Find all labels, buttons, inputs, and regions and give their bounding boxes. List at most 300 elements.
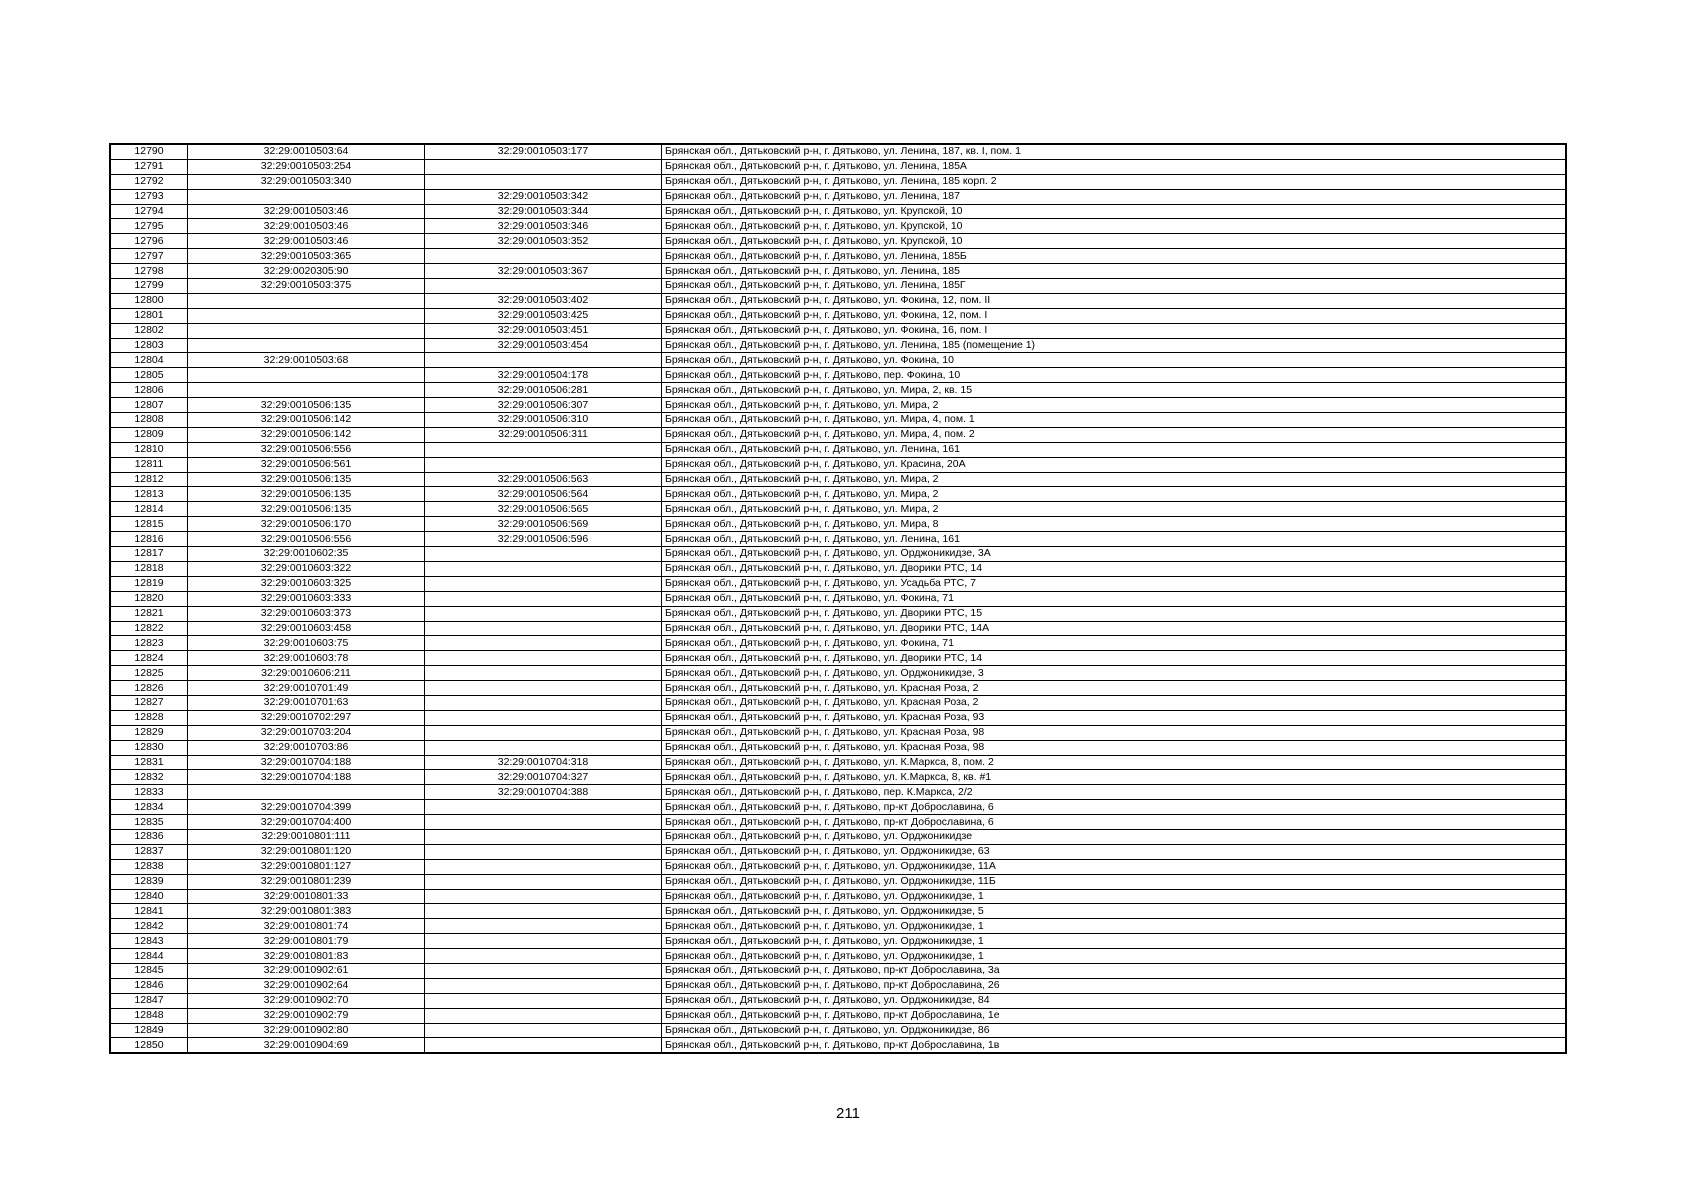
premises-cadastral-number-cell [425,353,662,368]
row-number-cell: 12799 [110,279,188,294]
premises-cadastral-number-cell: 32:29:0010506:596 [425,532,662,547]
premises-cadastral-number-cell [425,829,662,844]
cadastral-number-cell: 32:29:0010503:375 [188,279,425,294]
premises-cadastral-number-cell: 32:29:0010503:346 [425,219,662,234]
address-cell: Брянская обл., Дятьковский р-н, г. Дятьково, ул. Орджоникидзе [662,829,1567,844]
table-row [110,755,1566,770]
premises-cadastral-number-cell [425,919,662,934]
table-row [110,740,1566,755]
address-cell: Брянская обл., Дятьковский р-н, г. Дятьково, ул. Мира, 2 [662,472,1567,487]
address-cell: Брянская обл., Дятьковский р-н, г. Дятьково, пр-кт Доброславина, 1е [662,1008,1567,1023]
row-number-cell: 12795 [110,219,188,234]
premises-cadastral-number-cell [425,457,662,472]
premises-cadastral-number-cell [425,621,662,636]
address-cell: Брянская обл., Дятьковский р-н, г. Дятьково, ул. Красина, 20А [662,457,1567,472]
row-number-cell: 12793 [110,189,188,204]
table-row [110,606,1566,621]
address-cell: Брянская обл., Дятьковский р-н, г. Дятьково, ул. Красная Роза, 98 [662,725,1567,740]
row-number-cell: 12824 [110,651,188,666]
address-cell: Брянская обл., Дятьковский р-н, г. Дятьково, ул. Дворики РТС, 14 [662,561,1567,576]
property-register-table [109,143,1567,1054]
row-number-cell: 12830 [110,740,188,755]
row-number-cell: 12818 [110,561,188,576]
address-cell: Брянская обл., Дятьковский р-н, г. Дятьково, ул. Мира, 2 [662,487,1567,502]
row-number-cell: 12846 [110,978,188,993]
premises-cadastral-number-cell [425,159,662,174]
table-row [110,189,1566,204]
table-row [110,919,1566,934]
address-cell: Брянская обл., Дятьковский р-н, г. Дятьково, ул. Мира, 4, пом. 1 [662,413,1567,428]
address-cell: Брянская обл., Дятьковский р-н, г. Дятьково, ул. Крупской, 10 [662,204,1567,219]
row-number-cell: 12790 [110,144,188,159]
table-row [110,695,1566,710]
address-cell: Брянская обл., Дятьковский р-н, г. Дятьково, ул. Ленина, 185Б [662,249,1567,264]
table-row [110,457,1566,472]
premises-cadastral-number-cell [425,1023,662,1038]
premises-cadastral-number-cell: 32:29:0010704:327 [425,770,662,785]
table-row [110,829,1566,844]
row-number-cell: 12847 [110,993,188,1008]
table-row [110,279,1566,294]
address-cell: Брянская обл., Дятьковский р-н, г. Дятьково, ул. Орджоникидзе, 1 [662,919,1567,934]
address-cell: Брянская обл., Дятьковский р-н, г. Дятьково, ул. Орджоникидзе, 84 [662,993,1567,1008]
table-row [110,874,1566,889]
cadastral-number-cell: 32:29:0010506:142 [188,427,425,442]
table-row [110,785,1566,800]
row-number-cell: 12835 [110,815,188,830]
table-row [110,963,1566,978]
table-row [110,859,1566,874]
row-number-cell: 12810 [110,442,188,457]
premises-cadastral-number-cell [425,442,662,457]
cadastral-number-cell: 32:29:0010602:35 [188,547,425,562]
premises-cadastral-number-cell: 32:29:0010704:318 [425,755,662,770]
cadastral-number-cell: 32:29:0010801:33 [188,889,425,904]
cadastral-number-cell: 32:29:0010503:254 [188,159,425,174]
table-row [110,427,1566,442]
premises-cadastral-number-cell [425,710,662,725]
cadastral-number-cell: 32:29:0010603:373 [188,606,425,621]
cadastral-number-cell: 32:29:0010902:61 [188,963,425,978]
premises-cadastral-number-cell: 32:29:0010503:425 [425,308,662,323]
address-cell: Брянская обл., Дятьковский р-н, г. Дятьково, ул. Орджоникидзе, 11Б [662,874,1567,889]
row-number-cell: 12829 [110,725,188,740]
register-table-body [110,144,1566,1053]
premises-cadastral-number-cell: 32:29:0010503:367 [425,264,662,279]
cadastral-number-cell: 32:29:0010506:561 [188,457,425,472]
address-cell: Брянская обл., Дятьковский р-н, г. Дятьково, ул. Орджоникидзе, 63 [662,844,1567,859]
table-row [110,338,1566,353]
row-number-cell: 12800 [110,293,188,308]
premises-cadastral-number-cell: 32:29:0010704:388 [425,785,662,800]
table-row [110,561,1566,576]
premises-cadastral-number-cell [425,904,662,919]
row-number-cell: 12841 [110,904,188,919]
cadastral-number-cell: 32:29:0010506:135 [188,487,425,502]
row-number-cell: 12823 [110,636,188,651]
cadastral-number-cell: 32:29:0010704:399 [188,800,425,815]
premises-cadastral-number-cell [425,740,662,755]
address-cell: Брянская обл., Дятьковский р-н, г. Дятьково, ул. Орджоникидзе, 1 [662,949,1567,964]
row-number-cell: 12826 [110,681,188,696]
premises-cadastral-number-cell [425,963,662,978]
row-number-cell: 12850 [110,1038,188,1053]
table-row [110,413,1566,428]
row-number-cell: 12833 [110,785,188,800]
row-number-cell: 12796 [110,234,188,249]
table-row [110,800,1566,815]
row-number-cell: 12828 [110,710,188,725]
cadastral-number-cell: 32:29:0010603:458 [188,621,425,636]
table-row [110,636,1566,651]
premises-cadastral-number-cell [425,844,662,859]
premises-cadastral-number-cell [425,993,662,1008]
row-number-cell: 12816 [110,532,188,547]
cadastral-number-cell: 32:29:0010506:135 [188,502,425,517]
address-cell: Брянская обл., Дятьковский р-н, г. Дятьково, ул. Красная Роза, 93 [662,710,1567,725]
premises-cadastral-number-cell [425,561,662,576]
table-row [110,249,1566,264]
cadastral-number-cell: 32:29:0010603:325 [188,576,425,591]
table-row [110,1023,1566,1038]
table-row [110,368,1566,383]
premises-cadastral-number-cell [425,949,662,964]
address-cell: Брянская обл., Дятьковский р-н, г. Дятьково, ул. Фокина, 12, пом. I [662,308,1567,323]
address-cell: Брянская обл., Дятьковский р-н, г. Дятьково, пр-кт Доброславина, 3а [662,963,1567,978]
premises-cadastral-number-cell [425,591,662,606]
cadastral-number-cell: 32:29:0010801:127 [188,859,425,874]
address-cell: Брянская обл., Дятьковский р-н, г. Дятьково, ул. Мира, 2 [662,502,1567,517]
row-number-cell: 12825 [110,666,188,681]
premises-cadastral-number-cell [425,174,662,189]
address-cell: Брянская обл., Дятьковский р-н, г. Дятьково, ул. К.Маркса, 8, кв. #1 [662,770,1567,785]
row-number-cell: 12792 [110,174,188,189]
address-cell: Брянская обл., Дятьковский р-н, г. Дятьково, ул. Орджоникидзе, 1 [662,889,1567,904]
address-cell: Брянская обл., Дятьковский р-н, г. Дятьково, пр-кт Доброславина, 6 [662,800,1567,815]
row-number-cell: 12807 [110,398,188,413]
row-number-cell: 12838 [110,859,188,874]
cadastral-number-cell: 32:29:0010704:188 [188,770,425,785]
row-number-cell: 12848 [110,1008,188,1023]
cadastral-number-cell: 32:29:0010801:83 [188,949,425,964]
premises-cadastral-number-cell [425,666,662,681]
address-cell: Брянская обл., Дятьковский р-н, г. Дятьково, пр-кт Доброславина, 6 [662,815,1567,830]
table-row [110,264,1566,279]
cadastral-number-cell: 32:29:0010703:204 [188,725,425,740]
row-number-cell: 12840 [110,889,188,904]
premises-cadastral-number-cell [425,681,662,696]
page-number: 211 [836,1105,860,1122]
premises-cadastral-number-cell [425,651,662,666]
table-row [110,204,1566,219]
table-row [110,219,1566,234]
address-cell: Брянская обл., Дятьковский р-н, г. Дятьково, ул. Ленина, 185Г [662,279,1567,294]
row-number-cell: 12842 [110,919,188,934]
cadastral-number-cell: 32:29:0010603:333 [188,591,425,606]
row-number-cell: 12817 [110,547,188,562]
row-number-cell: 12843 [110,934,188,949]
table-row [110,323,1566,338]
cadastral-number-cell: 32:29:0010503:64 [188,144,425,159]
premises-cadastral-number-cell [425,636,662,651]
cadastral-number-cell: 32:29:0010603:75 [188,636,425,651]
cadastral-number-cell: 32:29:0010703:86 [188,740,425,755]
row-number-cell: 12822 [110,621,188,636]
cadastral-number-cell [188,323,425,338]
cadastral-number-cell: 32:29:0010701:63 [188,695,425,710]
row-number-cell: 12797 [110,249,188,264]
table-row [110,710,1566,725]
table-row [110,815,1566,830]
premises-cadastral-number-cell: 32:29:0010504:178 [425,368,662,383]
table-row [110,651,1566,666]
table-row [110,383,1566,398]
premises-cadastral-number-cell: 32:29:0010506:311 [425,427,662,442]
premises-cadastral-number-cell [425,889,662,904]
address-cell: Брянская обл., Дятьковский р-н, г. Дятьково, ул. Дворики РТС, 14А [662,621,1567,636]
premises-cadastral-number-cell [425,1008,662,1023]
premises-cadastral-number-cell: 32:29:0010503:451 [425,323,662,338]
cadastral-number-cell: 32:29:0010506:135 [188,398,425,413]
table-row [110,398,1566,413]
address-cell: Брянская обл., Дятьковский р-н, г. Дятьково, ул. Ленина, 185А [662,159,1567,174]
cadastral-number-cell: 32:29:0010902:70 [188,993,425,1008]
cadastral-number-cell [188,189,425,204]
premises-cadastral-number-cell [425,874,662,889]
premises-cadastral-number-cell: 32:29:0010506:565 [425,502,662,517]
address-cell: Брянская обл., Дятьковский р-н, г. Дятьково, ул. Орджоникидзе, 5 [662,904,1567,919]
row-number-cell: 12802 [110,323,188,338]
address-cell: Брянская обл., Дятьковский р-н, г. Дятьково, пр-кт Доброславина, 1в [662,1038,1567,1053]
cadastral-number-cell [188,368,425,383]
row-number-cell: 12821 [110,606,188,621]
row-number-cell: 12827 [110,695,188,710]
cadastral-number-cell: 32:29:0010506:135 [188,472,425,487]
row-number-cell: 12845 [110,963,188,978]
premises-cadastral-number-cell [425,1038,662,1053]
row-number-cell: 12791 [110,159,188,174]
table-row [110,978,1566,993]
address-cell: Брянская обл., Дятьковский р-н, г. Дятьково, ул. Орджоникидзе, 1 [662,934,1567,949]
cadastral-number-cell: 32:29:0010801:383 [188,904,425,919]
row-number-cell: 12831 [110,755,188,770]
row-number-cell: 12803 [110,338,188,353]
premises-cadastral-number-cell [425,978,662,993]
premises-cadastral-number-cell: 32:29:0010503:352 [425,234,662,249]
address-cell: Брянская обл., Дятьковский р-н, г. Дятьково, ул. Красная Роза, 2 [662,695,1567,710]
premises-cadastral-number-cell [425,934,662,949]
premises-cadastral-number-cell: 32:29:0010503:177 [425,144,662,159]
cadastral-number-cell: 32:29:0010704:400 [188,815,425,830]
row-number-cell: 12806 [110,383,188,398]
row-number-cell: 12814 [110,502,188,517]
table-row [110,904,1566,919]
table-row [110,1008,1566,1023]
row-number-cell: 12815 [110,517,188,532]
row-number-cell: 12849 [110,1023,188,1038]
row-number-cell: 12820 [110,591,188,606]
cadastral-number-cell: 32:29:0010801:239 [188,874,425,889]
address-cell: Брянская обл., Дятьковский р-н, г. Дятьково, ул. Мира, 2 [662,398,1567,413]
table-row [110,234,1566,249]
address-cell: Брянская обл., Дятьковский р-н, г. Дятьково, ул. Фокина, 16, пом. I [662,323,1567,338]
row-number-cell: 12837 [110,844,188,859]
premises-cadastral-number-cell: 32:29:0010503:342 [425,189,662,204]
cadastral-number-cell: 32:29:0010606:211 [188,666,425,681]
cadastral-number-cell [188,308,425,323]
premises-cadastral-number-cell: 32:29:0010506:281 [425,383,662,398]
cadastral-number-cell: 32:29:0010603:78 [188,651,425,666]
row-number-cell: 12798 [110,264,188,279]
row-number-cell: 12836 [110,829,188,844]
table-row [110,487,1566,502]
cadastral-number-cell: 32:29:0010801:79 [188,934,425,949]
row-number-cell: 12819 [110,576,188,591]
table-row [110,844,1566,859]
premises-cadastral-number-cell [425,576,662,591]
address-cell: Брянская обл., Дятьковский р-н, г. Дятьково, ул. Ленина, 185 [662,264,1567,279]
address-cell: Брянская обл., Дятьковский р-н, г. Дятьково, ул. Орджоникидзе, 3А [662,547,1567,562]
address-cell: Брянская обл., Дятьковский р-н, г. Дятьково, ул. Фокина, 71 [662,636,1567,651]
table-row [110,308,1566,323]
cadastral-number-cell: 32:29:0010904:69 [188,1038,425,1053]
table-row [110,293,1566,308]
address-cell: Брянская обл., Дятьковский р-н, г. Дятьково, ул. Усадьба РТС, 7 [662,576,1567,591]
table-row [110,547,1566,562]
premises-cadastral-number-cell [425,279,662,294]
cadastral-number-cell: 32:29:0010506:556 [188,442,425,457]
cadastral-number-cell: 32:29:0010801:74 [188,919,425,934]
address-cell: Брянская обл., Дятьковский р-н, г. Дятьково, ул. Орджоникидзе, 86 [662,1023,1567,1038]
cadastral-number-cell: 32:29:0010503:46 [188,219,425,234]
row-number-cell: 12832 [110,770,188,785]
address-cell: Брянская обл., Дятьковский р-н, г. Дятьково, ул. Крупской, 10 [662,234,1567,249]
address-cell: Брянская обл., Дятьковский р-н, г. Дятьково, ул. Фокина, 71 [662,591,1567,606]
row-number-cell: 12794 [110,204,188,219]
address-cell: Брянская обл., Дятьковский р-н, г. Дятьково, ул. Ленина, 187, кв. I, пом. 1 [662,144,1567,159]
address-cell: Брянская обл., Дятьковский р-н, г. Дятьково, ул. Дворики РТС, 15 [662,606,1567,621]
address-cell: Брянская обл., Дятьковский р-н, г. Дятьково, ул. Ленина, 185 корп. 2 [662,174,1567,189]
premises-cadastral-number-cell: 32:29:0010506:569 [425,517,662,532]
premises-cadastral-number-cell: 32:29:0010506:563 [425,472,662,487]
table-row [110,993,1566,1008]
table-row [110,681,1566,696]
address-cell: Брянская обл., Дятьковский р-н, г. Дятьково, ул. Мира, 2, кв. 15 [662,383,1567,398]
table-row [110,159,1566,174]
premises-cadastral-number-cell: 32:29:0010506:564 [425,487,662,502]
table-row [110,621,1566,636]
cadastral-number-cell: 32:29:0010902:79 [188,1008,425,1023]
cadastral-number-cell: 32:29:0010503:365 [188,249,425,264]
cadastral-number-cell: 32:29:0010603:322 [188,561,425,576]
address-cell: Брянская обл., Дятьковский р-н, г. Дятьково, ул. Дворики РТС, 14 [662,651,1567,666]
row-number-cell: 12808 [110,413,188,428]
address-cell: Брянская обл., Дятьковский р-н, г. Дятьково, ул. Орджоникидзе, 11А [662,859,1567,874]
address-cell: Брянская обл., Дятьковский р-н, г. Дятьково, ул. Мира, 4, пом. 2 [662,427,1567,442]
table-row [110,889,1566,904]
address-cell: Брянская обл., Дятьковский р-н, г. Дятьково, ул. Крупской, 10 [662,219,1567,234]
cadastral-number-cell: 32:29:0010702:297 [188,710,425,725]
cadastral-number-cell: 32:29:0010801:111 [188,829,425,844]
premises-cadastral-number-cell: 32:29:0010506:307 [425,398,662,413]
premises-cadastral-number-cell [425,547,662,562]
cadastral-number-cell: 32:29:0010704:188 [188,755,425,770]
address-cell: Брянская обл., Дятьковский р-н, г. Дятьково, ул. Орджоникидзе, 3 [662,666,1567,681]
cadastral-number-cell: 32:29:0010902:80 [188,1023,425,1038]
premises-cadastral-number-cell [425,249,662,264]
premises-cadastral-number-cell: 32:29:0010503:402 [425,293,662,308]
table-row [110,442,1566,457]
table-row [110,532,1566,547]
row-number-cell: 12809 [110,427,188,442]
cadastral-number-cell: 32:29:0020305:90 [188,264,425,279]
cadastral-number-cell [188,785,425,800]
row-number-cell: 12839 [110,874,188,889]
cadastral-number-cell: 32:29:0010902:64 [188,978,425,993]
cadastral-number-cell: 32:29:0010506:170 [188,517,425,532]
row-number-cell: 12844 [110,949,188,964]
premises-cadastral-number-cell [425,695,662,710]
table-row [110,934,1566,949]
cadastral-number-cell: 32:29:0010701:49 [188,681,425,696]
row-number-cell: 12811 [110,457,188,472]
table-row [110,666,1566,681]
cadastral-number-cell: 32:29:0010506:142 [188,413,425,428]
address-cell: Брянская обл., Дятьковский р-н, г. Дятьково, ул. Ленина, 161 [662,442,1567,457]
table-row [110,576,1566,591]
address-cell: Брянская обл., Дятьковский р-н, г. Дятьково, пер. К.Маркса, 2/2 [662,785,1567,800]
table-row [110,591,1566,606]
cadastral-number-cell: 32:29:0010506:556 [188,532,425,547]
premises-cadastral-number-cell [425,800,662,815]
table-row [110,949,1566,964]
table-row [110,770,1566,785]
table-row [110,144,1566,159]
address-cell: Брянская обл., Дятьковский р-н, г. Дятьково, ул. Ленина, 185 (помещение 1) [662,338,1567,353]
cadastral-number-cell: 32:29:0010503:340 [188,174,425,189]
row-number-cell: 12834 [110,800,188,815]
address-cell: Брянская обл., Дятьковский р-н, г. Дятьково, ул. К.Маркса, 8, пом. 2 [662,755,1567,770]
address-cell: Брянская обл., Дятьковский р-н, г. Дятьково, ул. Фокина, 10 [662,353,1567,368]
table-row [110,1038,1566,1053]
cadastral-number-cell: 32:29:0010503:68 [188,353,425,368]
address-cell: Брянская обл., Дятьковский р-н, г. Дятьково, ул. Фокина, 12, пом. II [662,293,1567,308]
cadastral-number-cell [188,383,425,398]
row-number-cell: 12812 [110,472,188,487]
cadastral-number-cell: 32:29:0010503:46 [188,234,425,249]
address-cell: Брянская обл., Дятьковский р-н, г. Дятьково, ул. Красная Роза, 98 [662,740,1567,755]
cadastral-number-cell: 32:29:0010801:120 [188,844,425,859]
premises-cadastral-number-cell [425,725,662,740]
address-cell: Брянская обл., Дятьковский р-н, г. Дятьково, ул. Ленина, 187 [662,189,1567,204]
address-cell: Брянская обл., Дятьковский р-н, г. Дятьково, ул. Красная Роза, 2 [662,681,1567,696]
address-cell: Брянская обл., Дятьковский р-н, г. Дятьково, ул. Ленина, 161 [662,532,1567,547]
table-row [110,174,1566,189]
table-row [110,472,1566,487]
table-row [110,502,1566,517]
table-row [110,725,1566,740]
cadastral-number-cell [188,338,425,353]
row-number-cell: 12805 [110,368,188,383]
row-number-cell: 12801 [110,308,188,323]
address-cell: Брянская обл., Дятьковский р-н, г. Дятьково, ул. Мира, 8 [662,517,1567,532]
premises-cadastral-number-cell: 32:29:0010503:454 [425,338,662,353]
table-row [110,353,1566,368]
premises-cadastral-number-cell [425,606,662,621]
address-cell: Брянская обл., Дятьковский р-н, г. Дятьково, пер. Фокина, 10 [662,368,1567,383]
row-number-cell: 12804 [110,353,188,368]
address-cell: Брянская обл., Дятьковский р-н, г. Дятьково, пр-кт Доброславина, 26 [662,978,1567,993]
